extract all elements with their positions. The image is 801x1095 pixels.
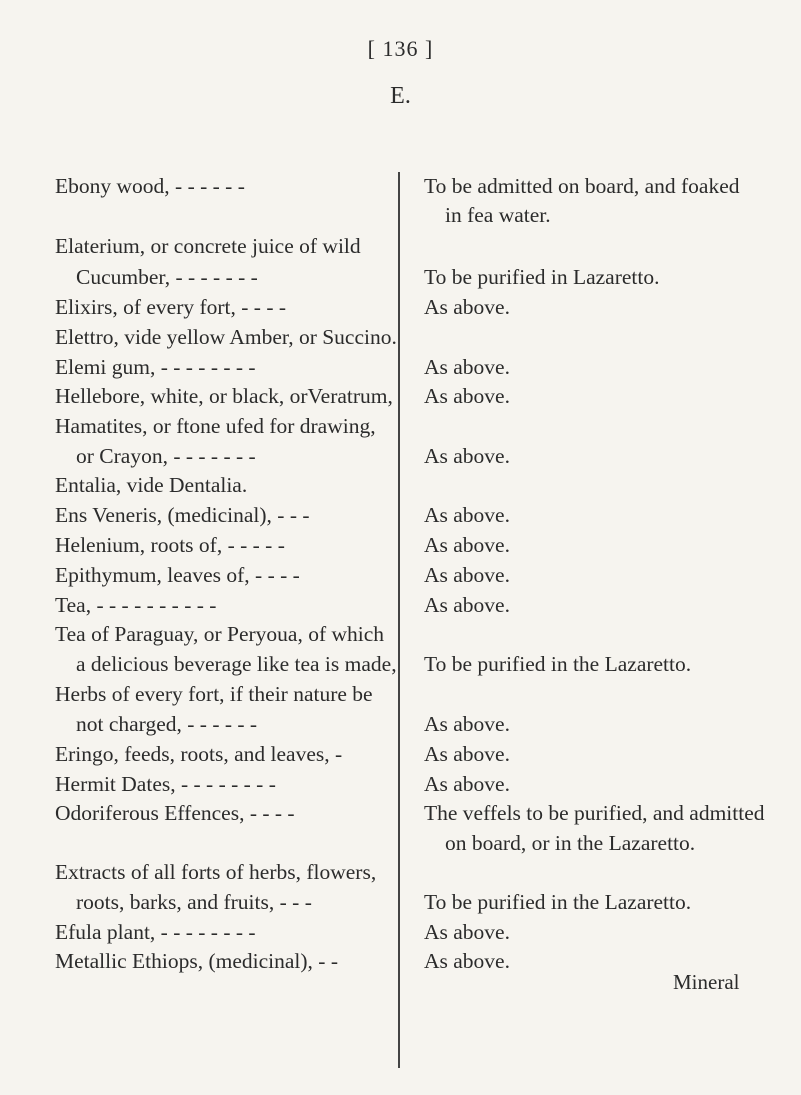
- left-entry: Metallic Ethiops, (medicinal), - -: [55, 949, 338, 973]
- left-entry: or Crayon, - - - - - - -: [76, 444, 256, 468]
- left-entry: Hamatites, or ftone ufed for drawing,: [55, 414, 376, 438]
- left-entry: Herbs of every fort, if their nature be: [55, 682, 373, 706]
- right-entry: As above.: [424, 295, 510, 319]
- left-entry: Elaterium, or concrete juice of wild: [55, 234, 361, 258]
- left-entry: Entalia, vide Dentalia.: [55, 473, 248, 497]
- left-entry: Elemi gum, - - - - - - - -: [55, 355, 256, 379]
- right-entry: The veffels to be purified, and admitted: [424, 801, 765, 825]
- right-entry: in fea water.: [445, 203, 551, 227]
- page-number: [ 136 ]: [367, 36, 434, 61]
- right-entry: As above.: [424, 920, 510, 944]
- left-entry: Hermit Dates, - - - - - - - -: [55, 772, 276, 796]
- section-heading: E.: [390, 83, 411, 109]
- left-entry: roots, barks, and fruits, - - -: [76, 890, 312, 914]
- left-entry: a delicious beverage like tea is made,: [76, 652, 397, 676]
- right-entry: As above.: [424, 355, 510, 379]
- right-entry: As above.: [424, 384, 510, 408]
- left-entry: Extracts of all forts of herbs, flowers,: [55, 860, 377, 884]
- right-entry: As above.: [424, 949, 510, 973]
- left-entry: not charged, - - - - - -: [76, 712, 258, 736]
- right-entry: As above.: [424, 772, 510, 796]
- left-entry: Ebony wood, - - - - - -: [55, 174, 245, 198]
- left-entry: Elixirs, of every fort, - - - -: [55, 295, 287, 319]
- catchword: Mineral: [673, 970, 740, 994]
- left-entry: Hellebore, white, or black, orVeratrum,: [55, 384, 393, 408]
- column-divider: [398, 172, 400, 1068]
- right-entry: As above.: [424, 444, 510, 468]
- right-entry: To be purified in Lazaretto.: [424, 265, 660, 289]
- right-entry: on board, or in the Lazaretto.: [445, 831, 696, 855]
- right-entry: To be purified in the Lazaretto.: [424, 652, 692, 676]
- right-entry: To be admitted on board, and foaked: [424, 174, 740, 198]
- right-entry: As above.: [424, 563, 510, 587]
- left-entry: Odoriferous Effences, - - - -: [55, 801, 295, 825]
- left-entry: Helenium, roots of, - - - - -: [55, 533, 285, 557]
- left-entry: Elettro, vide yellow Amber, or Succino.: [55, 325, 397, 349]
- right-entry: As above.: [424, 503, 510, 527]
- left-entry: Tea of Paraguay, or Peryoua, of which: [55, 622, 385, 646]
- left-entry: Eringo, feeds, roots, and leaves, -: [55, 742, 343, 766]
- left-entry: Cucumber, - - - - - - -: [76, 265, 258, 289]
- right-entry: As above.: [424, 593, 510, 617]
- right-entry: As above.: [424, 533, 510, 557]
- right-entry: As above.: [424, 712, 510, 736]
- right-entry: To be purified in the Lazaretto.: [424, 890, 692, 914]
- left-entry: Tea, - - - - - - - - - -: [55, 593, 217, 617]
- left-entry: Epithymum, leaves of, - - - -: [55, 563, 300, 587]
- left-entry: Ens Veneris, (medicinal), - - -: [55, 503, 310, 527]
- right-entry: As above.: [424, 742, 510, 766]
- left-entry: Efula plant, - - - - - - - -: [55, 920, 256, 944]
